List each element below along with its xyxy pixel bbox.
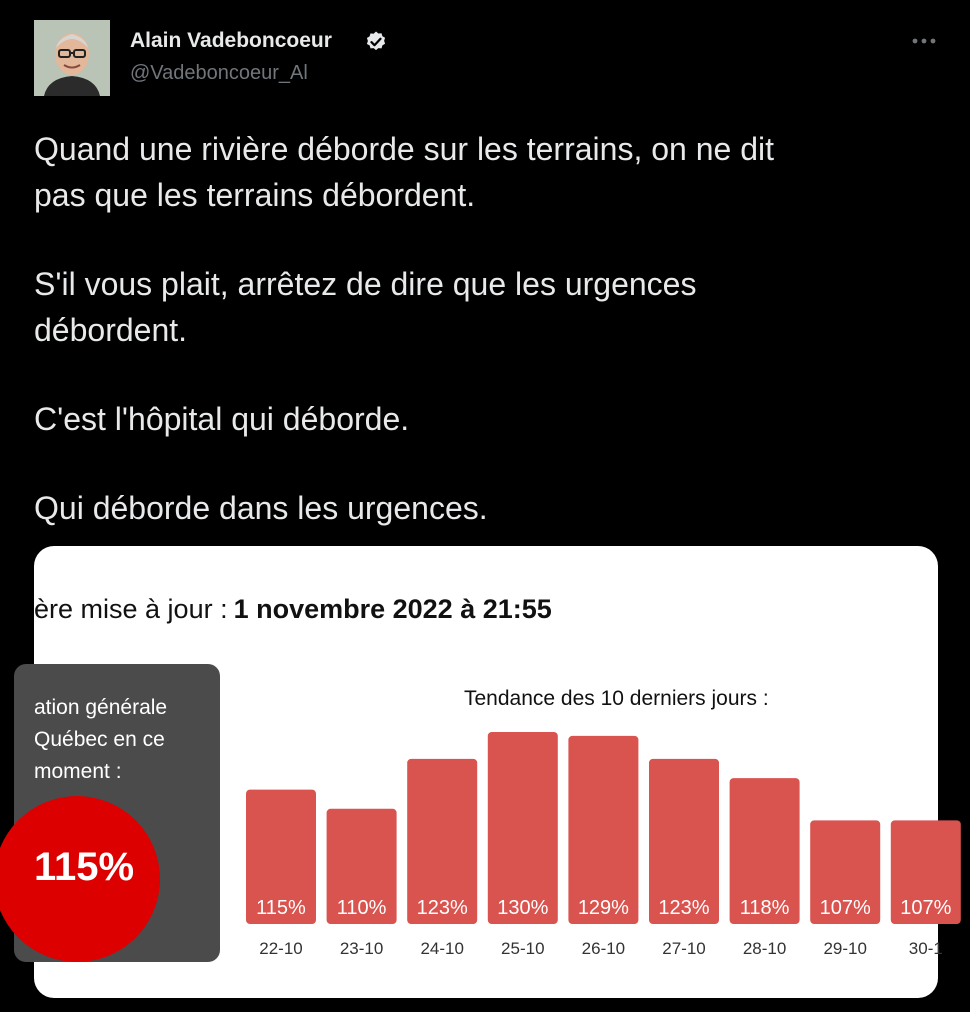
situation-label-line: Québec en ce: [34, 728, 165, 751]
tweet-paragraph: [34, 485, 934, 531]
bar-value-label: 107%: [819, 897, 871, 919]
tweet-line: S'il vous plait, arrêtez de dire que les urgences: [34, 266, 697, 302]
bar-value-label: 110%: [336, 897, 387, 919]
situation-label-line: ation générale: [34, 696, 168, 719]
last-update-line: [34, 592, 552, 626]
avatar-portrait-icon: [34, 20, 110, 96]
bar-value-label: 123%: [658, 897, 710, 919]
situation-value: 115%: [34, 845, 135, 889]
bar-value-label: 123%: [416, 897, 468, 919]
author-name[interactable]: Alain Vadeboncoeur: [130, 29, 332, 52]
bar-value-label: 130%: [497, 897, 549, 919]
tweet-text: [34, 126, 934, 531]
x-tick-label: 22-10: [259, 939, 303, 958]
update-date: 1 novembre 2022 à 21:55: [233, 594, 552, 624]
tweet-paragraph: [34, 261, 934, 353]
chart-bar: [568, 736, 638, 924]
author-avatar[interactable]: [34, 20, 110, 96]
x-tick-label: 28-10: [742, 939, 787, 958]
x-tick-label: 29-10: [823, 939, 867, 958]
tweet-image[interactable]: [34, 546, 952, 998]
author-handle[interactable]: @Vadeboncoeur_Al: [130, 62, 308, 84]
x-tick-label: 27-10: [662, 939, 706, 958]
trend-bar-chart: [234, 716, 952, 966]
tweet-line: C'est l'hôpital qui déborde.: [34, 401, 410, 437]
tweet-line: pas que les terrains débordent.: [34, 177, 476, 213]
bar-value-label: 107%: [900, 897, 952, 919]
update-prefix: ère mise à jour :: [34, 594, 228, 624]
tweet-paragraph: [34, 126, 934, 218]
x-tick-label: 24-10: [420, 939, 464, 958]
more-dots-icon: [911, 37, 937, 45]
situation-label: [34, 692, 214, 788]
tweet-line: débordent.: [34, 312, 188, 348]
x-tick-label: 26-10: [581, 939, 626, 958]
bar-value-label: 115%: [256, 897, 306, 919]
x-tick-label: 23-10: [339, 939, 384, 958]
chart-title: Tendance des 10 derniers jours :: [464, 687, 769, 710]
situation-label-line: moment :: [34, 760, 122, 783]
bar-value-label: 129%: [577, 897, 629, 919]
x-tick-label: 30-1: [908, 939, 943, 958]
x-tick-label: 25-10: [501, 939, 545, 958]
verified-badge-icon: [364, 30, 388, 54]
bar-value-label: 118%: [739, 897, 790, 919]
tweet-paragraph: [34, 396, 934, 442]
tweet-line: Qui déborde dans les urgences.: [34, 490, 488, 526]
tweet-line: Quand une rivière déborde sur les terrains, on ne dit: [34, 131, 774, 167]
chart-bar: [488, 732, 558, 924]
more-options-button[interactable]: [902, 26, 946, 56]
